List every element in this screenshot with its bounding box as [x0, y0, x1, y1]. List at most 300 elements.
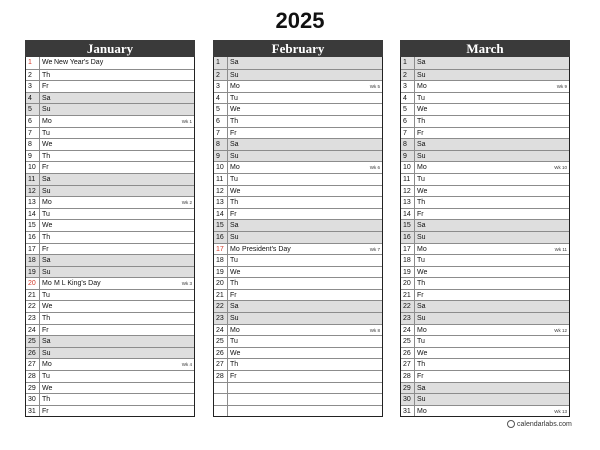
day-number: 26 [216, 349, 224, 357]
day-row [214, 243, 382, 255]
weekday-label: Su [414, 394, 428, 405]
weekday-label: Th [414, 197, 428, 208]
day-number: 17 [216, 245, 224, 253]
day-number: 25 [216, 338, 224, 346]
weekday-label: Sa [414, 383, 428, 394]
weekday-label: Fr [39, 406, 53, 417]
weekday-label: Mo [414, 162, 428, 173]
weekday-label: Fr [39, 81, 53, 92]
day-number: 24 [28, 326, 36, 334]
day-row [26, 243, 194, 255]
day-row [214, 266, 382, 278]
month-header: March [400, 40, 570, 57]
day-row [26, 69, 194, 81]
day-row [401, 138, 569, 150]
day-number: 24 [403, 326, 411, 334]
day-row [26, 185, 194, 197]
weekday-label: Sa [39, 336, 53, 347]
day-number: 18 [216, 257, 224, 265]
weekday-label: We [414, 104, 428, 115]
day-number: 2 [403, 71, 407, 79]
day-number: 31 [403, 407, 411, 415]
weekday-label: Tu [39, 128, 53, 139]
weekday-label: Fr [414, 128, 428, 139]
day-number: 3 [216, 83, 220, 91]
weekday-label: Th [39, 394, 53, 405]
day-number: 3 [403, 83, 407, 91]
day-row [401, 300, 569, 312]
weekday-label: We [39, 301, 53, 312]
day-row [214, 115, 382, 127]
weekday-label: Fr [227, 128, 241, 139]
weekday-label: We [39, 57, 53, 69]
day-number: 2 [216, 71, 220, 79]
weekday-label: Su [227, 232, 241, 243]
day-number: 7 [403, 129, 407, 137]
day-number: 21 [403, 291, 411, 299]
weekday-label: Fr [39, 325, 53, 336]
day-row [26, 231, 194, 243]
weekday-label: Th [227, 116, 241, 127]
weekday-label: Fr [227, 290, 241, 301]
weekday-label: We [227, 348, 241, 359]
day-row [26, 92, 194, 104]
day-number: 29 [403, 384, 411, 392]
day-number: 23 [403, 315, 411, 323]
day-row [401, 347, 569, 359]
calendar-year-title: 2025 [275, 8, 325, 33]
day-number: 2 [28, 71, 32, 79]
day-row [401, 103, 569, 115]
day-number: 20 [216, 280, 224, 288]
weekday-label: Mo [414, 81, 428, 92]
day-row [26, 219, 194, 231]
weekday-label: Su [414, 70, 428, 81]
weekday-label: Sa [414, 57, 428, 69]
weekday-label: Mo [227, 81, 241, 92]
day-number: 1 [216, 59, 220, 66]
day-number: 15 [28, 222, 36, 230]
weekday-label: Th [227, 278, 241, 289]
day-number: 27 [28, 361, 36, 369]
day-number: 4 [216, 94, 220, 102]
weekday-label: Mo [414, 406, 428, 417]
holiday-event: M L King's Day [54, 280, 101, 288]
day-number: 6 [216, 117, 220, 125]
day-row [26, 370, 194, 382]
weekday-label: Th [414, 278, 428, 289]
day-row [214, 405, 382, 417]
day-number: 11 [28, 175, 36, 183]
weekday-label: Sa [414, 220, 428, 231]
day-number: 28 [28, 373, 36, 381]
holiday-event: President's Day [242, 245, 291, 253]
weekday-label: Th [39, 313, 53, 324]
day-number: 14 [216, 210, 224, 218]
day-number: 17 [403, 245, 411, 253]
day-number: 27 [216, 361, 224, 369]
day-number: 8 [403, 141, 407, 149]
day-number: 12 [28, 187, 36, 195]
weekday-label: Tu [227, 255, 241, 266]
week-number: Wk 12 [554, 327, 567, 333]
weekday-label: Su [414, 151, 428, 162]
week-number: Wk 2 [181, 200, 192, 206]
day-row [26, 312, 194, 324]
day-row [214, 161, 382, 173]
weekday-label: Tu [39, 209, 53, 220]
day-row [214, 254, 382, 266]
weekday-label: Tu [39, 371, 53, 382]
day-number: 23 [28, 315, 36, 323]
day-row [26, 300, 194, 312]
day-row [26, 138, 194, 150]
day-row [214, 103, 382, 115]
day-number: 30 [28, 396, 36, 404]
day-row [26, 254, 194, 266]
day-row [214, 138, 382, 150]
day-number: 19 [403, 268, 411, 276]
weekday-label: Mo [227, 244, 241, 255]
weekday-label: Sa [39, 174, 53, 185]
week-number: Wk 3 [181, 281, 192, 287]
weekday-label: Sa [39, 255, 53, 266]
day-number: 25 [403, 338, 411, 346]
day-row [214, 69, 382, 81]
day-row [214, 347, 382, 359]
day-number: 26 [403, 349, 411, 357]
weekday-label: We [227, 267, 241, 278]
day-row [401, 393, 569, 405]
day-row [26, 277, 194, 289]
day-number: 7 [28, 129, 32, 137]
weekday-label: We [227, 104, 241, 115]
weekday-label: Mo [414, 325, 428, 336]
day-number: 1 [28, 59, 32, 66]
day-row [401, 312, 569, 324]
weekday-label: Mo [227, 325, 241, 336]
day-number: 23 [216, 315, 224, 323]
calendarlabs-logo-icon [507, 420, 515, 428]
weekday-label: Sa [39, 93, 53, 104]
week-number: Wk 9 [556, 84, 567, 90]
day-row [401, 173, 569, 185]
day-row [214, 57, 382, 69]
day-row [26, 289, 194, 301]
day-number: 14 [403, 210, 411, 218]
day-number: 19 [28, 268, 36, 276]
weekday-label: Mo [414, 244, 428, 255]
day-number: 16 [216, 233, 224, 241]
day-number: 9 [216, 152, 220, 160]
day-row [26, 358, 194, 370]
day-row [401, 208, 569, 220]
day-number: 4 [403, 94, 407, 102]
day-row [401, 80, 569, 92]
weekday-label: We [414, 267, 428, 278]
day-number: 18 [403, 257, 411, 265]
month-header: February [213, 40, 383, 57]
day-number: 28 [216, 373, 224, 381]
weekday-label: Sa [227, 220, 241, 231]
weekday-label: Sa [227, 57, 241, 69]
day-row [401, 277, 569, 289]
day-number: 25 [28, 338, 36, 346]
holiday-event: New Year's Day [54, 59, 104, 66]
day-number: 3 [28, 83, 32, 91]
day-row [214, 289, 382, 301]
day-row [214, 150, 382, 162]
day-number: 8 [28, 141, 32, 149]
day-row [401, 92, 569, 104]
weekday-label: Su [414, 232, 428, 243]
day-row [401, 161, 569, 173]
day-number: 28 [403, 373, 411, 381]
weekday-label: Mo [39, 359, 53, 370]
day-row [26, 335, 194, 347]
day-number: 13 [28, 199, 36, 207]
day-row [26, 161, 194, 173]
day-row [401, 219, 569, 231]
week-number: Wk 8 [369, 327, 380, 333]
day-row [401, 405, 569, 417]
week-number: Wk 5 [369, 84, 380, 90]
weekday-label: We [414, 348, 428, 359]
day-row [214, 231, 382, 243]
day-row [401, 370, 569, 382]
week-number: Wk 1 [181, 118, 192, 124]
month-header: January [25, 40, 195, 57]
day-row [401, 324, 569, 336]
day-list [400, 57, 570, 417]
weekday-label: Th [414, 116, 428, 127]
weekday-label: Su [227, 313, 241, 324]
weekday-label: Su [39, 104, 53, 115]
weekday-label: Su [39, 186, 53, 197]
day-number: 21 [28, 291, 36, 299]
week-number: Wk 7 [369, 246, 380, 252]
weekday-label: Th [227, 197, 241, 208]
day-row [26, 196, 194, 208]
day-row [26, 150, 194, 162]
day-row [26, 115, 194, 127]
day-row [26, 173, 194, 185]
weekday-label: We [39, 383, 53, 394]
week-number: Wk 10 [554, 165, 567, 171]
day-number: 15 [216, 222, 224, 230]
day-number: 9 [28, 152, 32, 160]
day-row [214, 370, 382, 382]
weekday-label [227, 406, 241, 417]
day-row [214, 324, 382, 336]
day-number: 30 [403, 396, 411, 404]
weekday-label: Su [227, 151, 241, 162]
footer-text: calendarlabs.com [517, 420, 572, 428]
day-number: 20 [28, 280, 36, 288]
day-row [214, 393, 382, 405]
day-number: 22 [216, 303, 224, 311]
day-number: 11 [403, 175, 411, 183]
weekday-label: Fr [39, 244, 53, 255]
weekday-label: Fr [414, 209, 428, 220]
weekday-label: Tu [227, 336, 241, 347]
day-number: 4 [28, 94, 32, 102]
day-row [26, 127, 194, 139]
day-row [401, 382, 569, 394]
day-number: 13 [403, 199, 411, 207]
day-row [214, 92, 382, 104]
day-number: 6 [28, 117, 32, 125]
day-row [214, 335, 382, 347]
day-row [26, 347, 194, 359]
weekday-label: Tu [414, 336, 428, 347]
weekday-label: Sa [414, 301, 428, 312]
day-number: 19 [216, 268, 224, 276]
weekday-label: Su [227, 70, 241, 81]
day-number: 7 [216, 129, 220, 137]
day-row [214, 185, 382, 197]
day-number: 5 [28, 106, 32, 114]
month-march [400, 40, 570, 417]
day-row [214, 312, 382, 324]
weekday-label: Mo [39, 278, 53, 289]
weekday-label: Fr [414, 371, 428, 382]
day-row [401, 69, 569, 81]
day-row [401, 335, 569, 347]
day-row [401, 243, 569, 255]
day-number: 20 [403, 280, 411, 288]
weekday-label: Th [227, 359, 241, 370]
day-row [214, 196, 382, 208]
day-row [214, 127, 382, 139]
day-number: 1 [403, 59, 407, 66]
day-row [401, 185, 569, 197]
day-row [26, 405, 194, 417]
day-number: 29 [28, 384, 36, 392]
day-number: 6 [403, 117, 407, 125]
day-number: 22 [28, 303, 36, 311]
weekday-label: Tu [227, 174, 241, 185]
day-row [401, 196, 569, 208]
weekday-label: Su [414, 313, 428, 324]
weekday-label: Tu [227, 93, 241, 104]
month-january [25, 40, 195, 417]
weekday-label: We [39, 139, 53, 150]
day-number: 27 [403, 361, 411, 369]
week-number: Wk 6 [369, 165, 380, 171]
day-number: 8 [216, 141, 220, 149]
week-number: Wk 13 [554, 408, 567, 414]
weekday-label: Mo [39, 116, 53, 127]
day-number: 15 [403, 222, 411, 230]
day-row [401, 57, 569, 69]
day-row [401, 289, 569, 301]
weekday-label: Fr [39, 162, 53, 173]
day-row [214, 300, 382, 312]
day-row [401, 150, 569, 162]
day-number: 13 [216, 199, 224, 207]
day-row [26, 393, 194, 405]
day-number: 10 [28, 164, 36, 172]
day-number: 12 [216, 187, 224, 195]
day-number: 11 [216, 175, 224, 183]
weekday-label [227, 383, 241, 394]
weekday-label: Th [39, 151, 53, 162]
day-row [26, 57, 194, 69]
day-number: 5 [403, 106, 407, 114]
day-row [214, 208, 382, 220]
weekday-label: Th [39, 70, 53, 81]
weekday-label: Mo [39, 197, 53, 208]
weekday-label: Th [39, 232, 53, 243]
day-row [401, 358, 569, 370]
weekday-label: Fr [414, 290, 428, 301]
day-number: 24 [216, 326, 224, 334]
weekday-label: We [414, 186, 428, 197]
day-row [401, 254, 569, 266]
weekday-label: Fr [227, 209, 241, 220]
week-number: Wk 4 [181, 362, 192, 368]
day-row [401, 127, 569, 139]
weekday-label: Sa [227, 301, 241, 312]
weekday-label: Tu [414, 93, 428, 104]
day-number: 9 [403, 152, 407, 160]
day-row [214, 277, 382, 289]
weekday-label: We [227, 186, 241, 197]
day-number: 16 [403, 233, 411, 241]
day-number: 16 [28, 233, 36, 241]
day-number: 12 [403, 187, 411, 195]
weekday-label: We [39, 220, 53, 231]
week-number: Wk 11 [554, 246, 567, 252]
weekday-label: Su [39, 348, 53, 359]
day-list [213, 57, 383, 417]
day-row [26, 103, 194, 115]
day-number: 31 [28, 407, 36, 415]
month-february [213, 40, 383, 417]
day-row [401, 231, 569, 243]
weekday-label: Sa [414, 139, 428, 150]
day-row [214, 382, 382, 394]
day-number: 26 [28, 349, 36, 357]
day-row [26, 324, 194, 336]
day-row [214, 358, 382, 370]
day-number: 10 [216, 164, 224, 172]
day-row [214, 80, 382, 92]
day-row [26, 80, 194, 92]
day-row [401, 266, 569, 278]
day-list [25, 57, 195, 417]
weekday-label: Tu [39, 290, 53, 301]
weekday-label: Su [39, 267, 53, 278]
day-number: 5 [216, 106, 220, 114]
day-row [26, 382, 194, 394]
day-number: 18 [28, 257, 36, 265]
weekday-label [227, 394, 241, 405]
day-row [214, 219, 382, 231]
footer-credit[interactable] [507, 420, 572, 428]
weekday-label: Tu [414, 255, 428, 266]
weekday-label: Th [414, 359, 428, 370]
weekday-label: Sa [227, 139, 241, 150]
day-row [26, 266, 194, 278]
day-number: 10 [403, 164, 411, 172]
weekday-label: Fr [227, 371, 241, 382]
day-row [401, 115, 569, 127]
weekday-label: Mo [227, 162, 241, 173]
day-number: 17 [28, 245, 36, 253]
day-number: 14 [28, 210, 36, 218]
